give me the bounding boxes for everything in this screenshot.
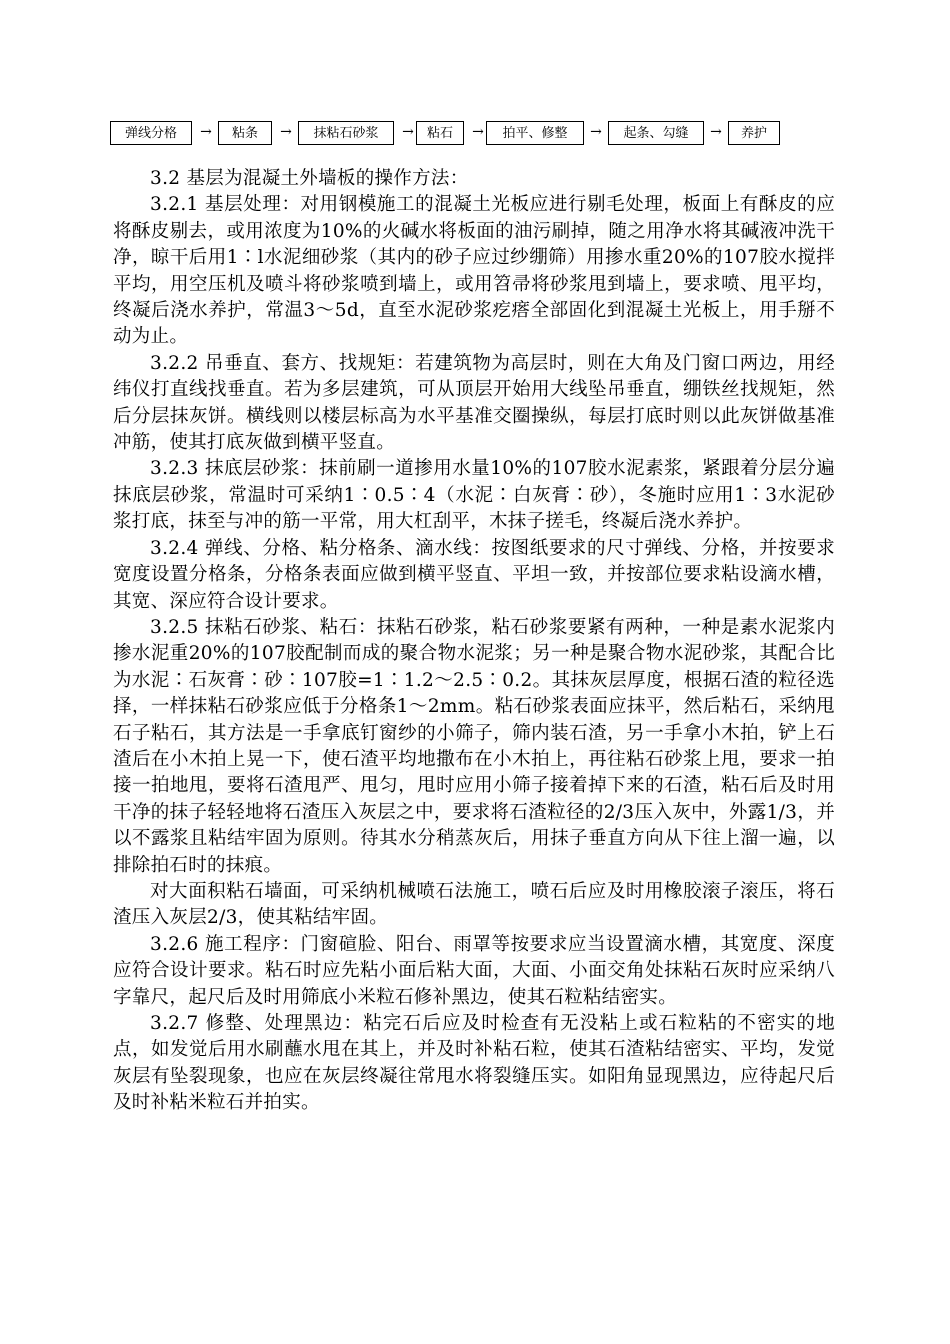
document-body [113,166,835,1117]
flow-step-3: 抹粘石砂浆 [298,121,394,145]
paragraph-3-2-1: 3.2.1 基层处理：对用钢模施工的混凝土光板应进行剔毛处理，板面上有酥皮的应将酥皮剔去，或用浓度为10%的火碱水将板面的油污刷掉，随之用净水将其碱液冲洗干净，晾干后用1∶l水泥细砂浆（其内的砂子应过纱绷筛）用掺水重20%的107胶水搅拌平均，用空压机及喷斗将砂浆喷到墙上，或用笤帚将砂浆甩到墙上，要求喷、甩平均，终凝后浇水养护，常温3～5d，直至水泥砂浆疙瘩全部固化到混凝土光板上，用手掰不动为止。 [113,194,835,348]
paragraph-3-2-3: 3.2.3 抹底层砂浆：抹前刷一道掺用水量10%的107胶水泥素浆，紧跟着分层分遍抹底层砂浆，常温时可采纳1∶0.5∶4（水泥∶白灰膏∶砂），冬施时应用1∶3水泥砂浆打底，抹至与冲的筋一平常，用大杠刮平，木抹子搓毛，终凝后浇水养护。 [113,458,835,533]
section-heading: 3.2 基层为混凝土外墙板的操作方法： [150,168,469,189]
flow-step-5: 拍平、修整 [486,121,584,145]
process-flow [110,121,830,147]
arrow-right-icon: → [402,124,414,140]
flow-step-1: 弹线分格 [110,121,192,145]
paragraph-3-2-4: 3.2.4 弹线、分格、粘分格条、滴水线：按图纸要求的尺寸弹线、分格，并按要求宽度设置分格条，分格条表面应做到横平竖直、平坦一致，并按部位要求粘设滴水槽，其宽、深应符合设计要求。 [113,537,835,612]
paragraph-3-2-2: 3.2.2 吊垂直、套方、找规矩：若建筑物为高层时，则在大角及门窗口两边，用经纬仪打直线找垂直。若为多层建筑，可从顶层开始用大线坠吊垂直，绷铁丝找规矩，然后分层抹灰饼。横线则以楼层标高为水平基准交圈操纵，每层打底时则以此灰饼做基准冲筋，使其打底灰做到横平竖直。 [113,352,835,454]
flow-step-2: 粘条 [218,121,272,145]
paragraph-3-2-6: 3.2.6 施工程序：门窗碹脸、阳台、雨罩等按要求应当设置滴水槽，其宽度、深度应符合设计要求。粘石时应先粘小面后粘大面，大面、小面交角处抹粘石灰时应采纳八字靠尺，起尺后及时用筛底小米粒石修补黑边，使其石粒粘结密实。 [113,933,835,1008]
arrow-right-icon: → [710,124,722,140]
flow-step-7: 养护 [728,121,780,145]
flow-step-6: 起条、勾缝 [608,121,704,145]
arrow-right-icon: → [472,124,484,140]
arrow-right-icon: → [590,124,602,140]
flow-step-4: 粘石 [416,121,464,145]
arrow-right-icon: → [280,124,292,140]
paragraph-3-2-5: 3.2.5 抹粘石砂浆、粘石：抹粘石砂浆，粘石砂浆要紧有两种，一种是素水泥浆内掺水泥重20%的107胶配制而成的聚合物水泥浆；另一种是聚合物水泥砂浆，其配合比为水泥∶石灰膏∶砂∶107胶=1∶1.2～2.5∶0.2。其抹灰层厚度，根据石渣的粒径选择，一样抹粘石砂浆应低于分格条1～2mm。粘石砂浆表面应抹平，然后粘石，采纳甩石子粘石，其方法是一手拿底钉窗纱的小筛子，筛内装石渣，另一手拿小木拍，铲上石渣后在小木拍上晃一下，使石渣平均地撒布在小木拍上，再往粘石砂浆上甩，要求一拍接一拍地甩，要将石渣甩严、甩匀，甩时应用小筛子接着掉下来的石渣，粘石后及时用干净的抹子轻轻地将石渣压入灰层之中，要求将石渣粒径的2/3压入灰中，外露1/3，并以不露浆且粘结牢固为原则。待其水分稍蒸灰后，用抹子垂直方向从下往上溜一遍，以排除拍石时的抹痕。 [113,616,835,876]
paragraph-3-2-7: 3.2.7 修整、处理黑边：粘完石后应及时检查有无没粘上或石粒粘的不密实的地点，如发觉后用水刷蘸水甩在其上，并及时补粘石粒，使其石渣粘结密实、平均，发觉灰层有坠裂现象，也应在灰层终凝往常甩水将裂缝压实。如阳角显现黑边，应待起尺后及时补粘米粒石并拍实。 [113,1013,835,1114]
arrow-right-icon: → [200,124,212,140]
paragraph-spray-note: 对大面积粘石墙面，可采纳机械喷石法施工，喷石后应及时用橡胶滚子滚压，将石渣压入灰层2/3，使其粘结牢固。 [113,880,835,929]
